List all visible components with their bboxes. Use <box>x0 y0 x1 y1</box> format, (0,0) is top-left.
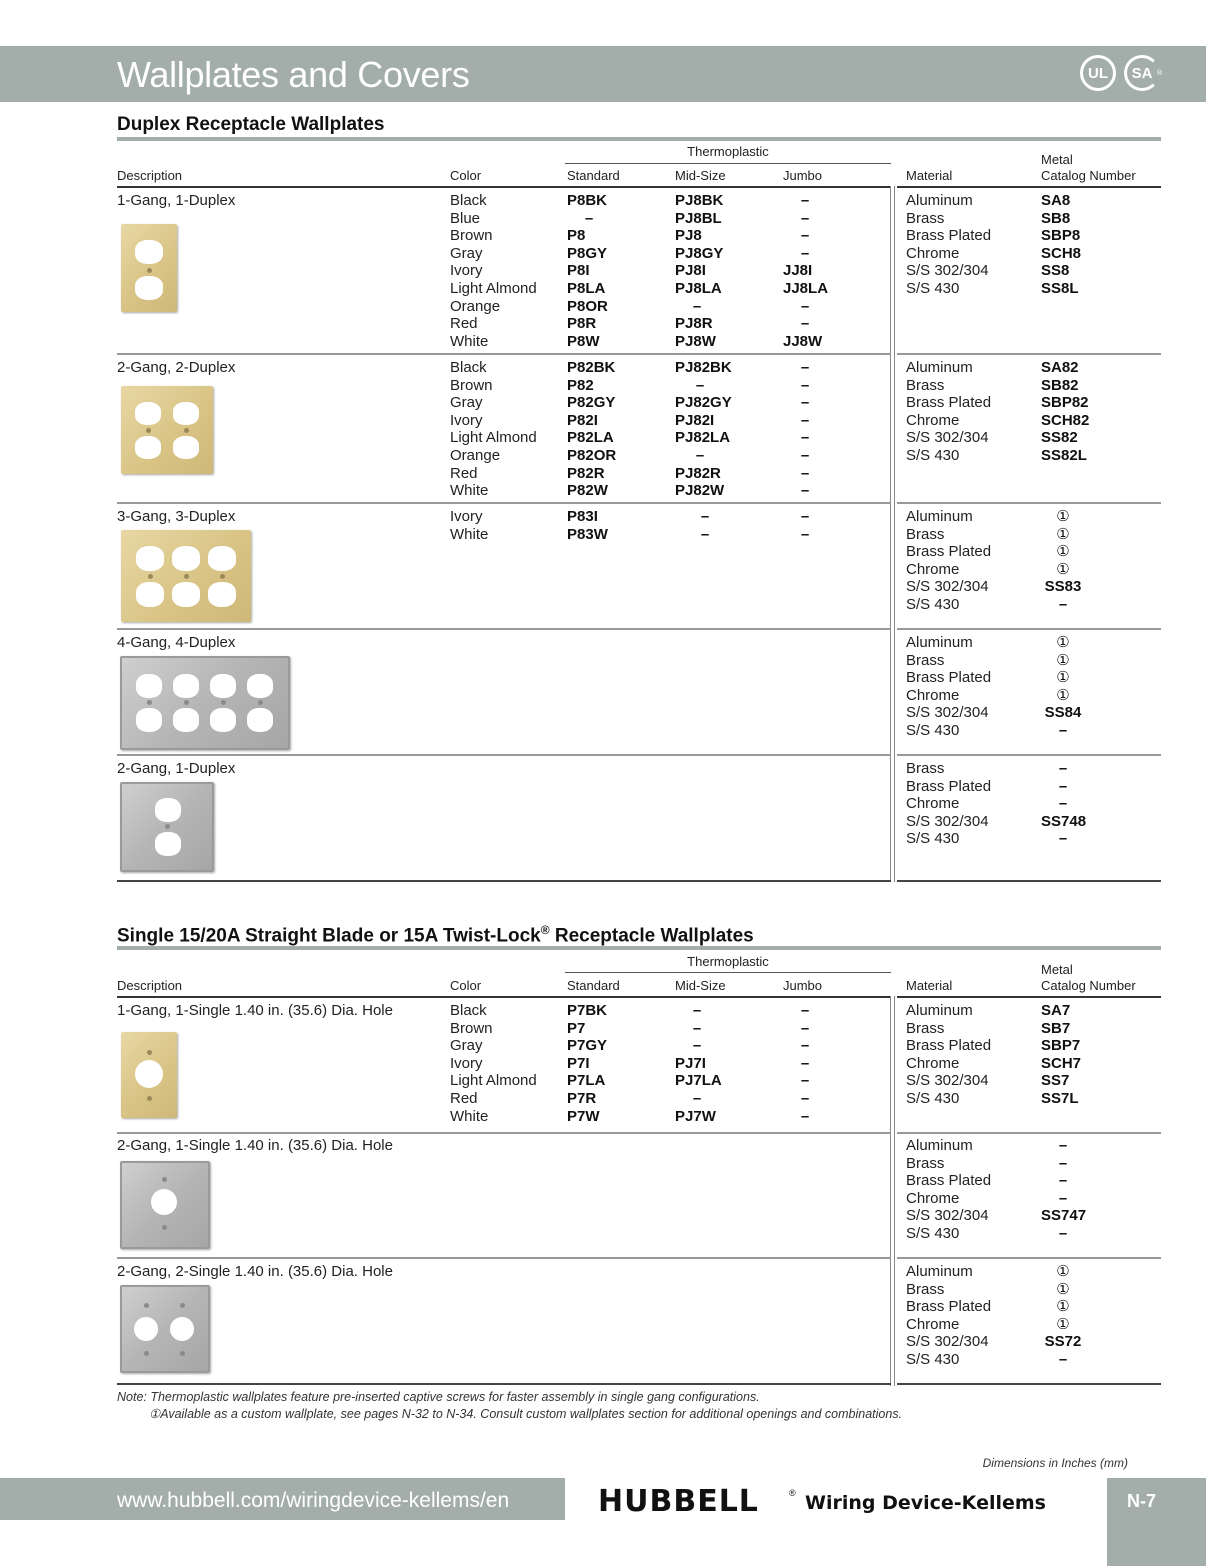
row-divider <box>117 1132 891 1134</box>
metal-catalog-list: SA82 SB82 SBP82 SCH82 SS82 SS82L <box>1041 359 1090 464</box>
row-divider <box>897 502 1161 504</box>
section-title-single: Single 15/20A Straight Blade or 15A Twist-Lock® Receptacle Wallplates <box>117 923 754 947</box>
group-description: 3-Gang, 3-Duplex <box>117 508 236 525</box>
jumbo-catalog-list: – – <box>800 508 810 543</box>
jumbo-catalog-list: – – – – JJ8I JJ8LA – – JJ8W <box>783 192 829 350</box>
row-divider <box>117 754 891 756</box>
material-list: Aluminum Brass Brass Plated Chrome S/S 302/304 S/S 430 <box>906 1137 992 1242</box>
page-tab <box>1107 1478 1206 1566</box>
wallplate-image-2gang-1duplex <box>120 782 214 872</box>
material-list: Aluminum Brass Brass Plated Chrome S/S 302/304 S/S 430 <box>906 634 992 739</box>
footnote-custom-wallplate: ①Available as a custom wallplate, see pages N-32 to N-34. Consult custom wallplates section for additional openings and combinations. <box>149 1407 903 1421</box>
dimensions-note: Dimensions in Inches (mm) <box>982 1456 1128 1470</box>
metal-catalog-list: SA8 SB8 SBP8 SCH8 SS8 SS8L <box>1041 192 1082 297</box>
col-header-jumbo: Jumbo <box>783 978 823 993</box>
section-title-duplex: Duplex Receptacle Wallplates <box>117 114 385 135</box>
col-header-midsize: Mid-Size <box>675 978 726 993</box>
jumbo-catalog-list: – – – – – – – <box>800 1002 810 1125</box>
wallplate-image-2gang-1single <box>120 1161 210 1249</box>
metal-catalog-list: ① ① ① ① SS84 – <box>1044 634 1082 739</box>
group-description: 2-Gang, 2-Duplex <box>117 359 236 376</box>
standard-catalog-list: P83I P83W <box>567 508 608 543</box>
col-header-metal <box>1041 152 1136 184</box>
group-description: 2-Gang, 2-Single 1.40 in. (35.6) Dia. Hole <box>117 1263 393 1280</box>
group-description: 2-Gang, 1-Duplex <box>117 760 236 777</box>
col-header-description: Description <box>117 168 183 183</box>
row-divider <box>897 628 1161 630</box>
row-divider <box>117 1257 891 1259</box>
material-list: Aluminum Brass Brass Plated Chrome S/S 302/304 S/S 430 <box>906 1002 992 1107</box>
col-header-metal-line2: Catalog Number <box>1041 978 1136 993</box>
wallplate-image-2gang-duplex <box>121 386 213 474</box>
group-description: 2-Gang, 1-Single 1.40 in. (35.6) Dia. Hole <box>117 1137 393 1154</box>
col-header-jumbo: Jumbo <box>783 168 823 183</box>
wallplate-image-1gang-single <box>121 1032 177 1118</box>
page-number: N-7 <box>1127 1491 1157 1511</box>
column-divider <box>890 186 895 882</box>
col-header-description: Description <box>117 978 183 993</box>
group-description: 1-Gang, 1-Single 1.40 in. (35.6) Dia. Hole <box>117 1002 393 1019</box>
thermoplastic-header: Thermoplastic <box>687 144 769 159</box>
color-list: Black Blue Brown Gray Ivory Light Almond Orange Red White <box>450 192 537 350</box>
standard-catalog-list: P7BK P7 P7GY P7I P7LA P7R P7W <box>567 1002 608 1125</box>
col-header-material: Material <box>906 168 953 183</box>
row-divider <box>117 502 891 504</box>
col-header-material: Material <box>906 978 953 993</box>
metal-catalog-list: ① ① ① ① SS83 – <box>1044 508 1082 613</box>
registered-mark: ® <box>1157 70 1163 77</box>
header-rule-right <box>897 996 1161 998</box>
col-header-metal-line1: Metal <box>1041 962 1073 977</box>
csa-certification-icon: SA <box>1124 55 1160 91</box>
material-list: Aluminum Brass Brass Plated Chrome S/S 302/304 S/S 430 <box>906 1263 992 1368</box>
thermoplastic-rule <box>565 163 891 164</box>
wallplate-image-1gang-duplex <box>121 224 177 312</box>
standard-catalog-list: P82BK P82 P82GY P82I P82LA P82OR P82R P82W <box>567 359 617 500</box>
row-divider <box>897 1257 1161 1259</box>
col-header-metal-line2: Catalog Number <box>1041 168 1136 183</box>
hubbell-logo: HUBBELL <box>598 1484 759 1519</box>
section-rule <box>117 137 1161 141</box>
group-description: 1-Gang, 1-Duplex <box>117 192 236 209</box>
registered-mark: ® <box>789 1488 796 1498</box>
thermoplastic-rule <box>565 972 891 973</box>
col-header-color: Color <box>450 168 482 183</box>
row-divider <box>897 1132 1161 1134</box>
row-divider <box>897 353 1161 355</box>
wallplate-image-2gang-2single <box>120 1285 210 1373</box>
material-list: Aluminum Brass Brass Plated Chrome S/S 302/304 S/S 430 <box>906 192 992 297</box>
standard-catalog-list: P8BK – P8 P8GY P8I P8LA P8OR P8R P8W <box>567 192 608 350</box>
col-header-midsize: Mid-Size <box>675 168 726 183</box>
wallplate-image-4gang-duplex <box>120 656 290 750</box>
header-rule-left <box>117 996 891 998</box>
section-rule <box>117 946 1161 950</box>
header-rule-right <box>897 186 1161 188</box>
table-bottom-rule <box>117 1383 891 1385</box>
material-list: Aluminum Brass Brass Plated Chrome S/S 302/304 S/S 430 <box>906 359 992 464</box>
metal-catalog-list: – – – – SS747 – <box>1041 1137 1087 1242</box>
row-divider <box>117 353 891 355</box>
footer-url-link[interactable]: www.hubbell.com/wiringdevice-kellems/en <box>117 1489 510 1512</box>
thermoplastic-header: Thermoplastic <box>687 954 769 969</box>
midsize-catalog-list: – – <box>700 508 710 543</box>
midsize-catalog-list: – – – PJ7I PJ7LA – PJ7W <box>675 1002 722 1125</box>
division-name: Wiring Device-Kellems <box>805 1492 1046 1514</box>
color-list: Black Brown Gray Ivory Light Almond Red White <box>450 1002 537 1125</box>
col-header-metal-line1: Metal <box>1041 152 1073 167</box>
header-rule-left <box>117 186 891 188</box>
metal-catalog-list: ① ① ① ① SS72 – <box>1044 1263 1082 1368</box>
col-header-standard: Standard <box>567 168 620 183</box>
footnote-captive-screws: Note: Thermoplastic wallplates feature pre-inserted captive screws for faster assembly in single gang configurations. <box>117 1390 760 1404</box>
color-list: Ivory White <box>450 508 489 543</box>
table-bottom-rule <box>897 1383 1161 1385</box>
col-header-metal <box>1041 962 1136 994</box>
midsize-catalog-list: PJ82BK – PJ82GY PJ82I PJ82LA – PJ82R PJ82W <box>675 359 732 500</box>
page-title: Wallplates and Covers <box>117 54 470 95</box>
col-header-standard: Standard <box>567 978 620 993</box>
material-list: Brass Brass Plated Chrome S/S 302/304 S/S 430 <box>906 760 992 848</box>
col-header-color: Color <box>450 978 482 993</box>
ul-certification-icon: UL <box>1080 55 1116 91</box>
metal-catalog-list: – – – SS748 – <box>1041 760 1087 848</box>
color-list: Black Brown Gray Ivory Light Almond Orange Red White <box>450 359 537 500</box>
material-list: Aluminum Brass Brass Plated Chrome S/S 302/304 S/S 430 <box>906 508 992 613</box>
row-divider <box>117 628 891 630</box>
row-divider <box>897 754 1161 756</box>
table-bottom-rule <box>897 880 1161 882</box>
group-description: 4-Gang, 4-Duplex <box>117 634 236 651</box>
jumbo-catalog-list: – – – – – – – – <box>800 359 810 500</box>
column-divider <box>890 996 895 1386</box>
midsize-catalog-list: PJ8BK PJ8BL PJ8 PJ8GY PJ8I PJ8LA – PJ8R PJ8W <box>675 192 724 350</box>
wallplate-image-3gang-duplex <box>121 530 251 622</box>
table-bottom-rule <box>117 880 891 882</box>
metal-catalog-list: SA7 SB7 SBP7 SCH7 SS7 SS7L <box>1041 1002 1082 1107</box>
